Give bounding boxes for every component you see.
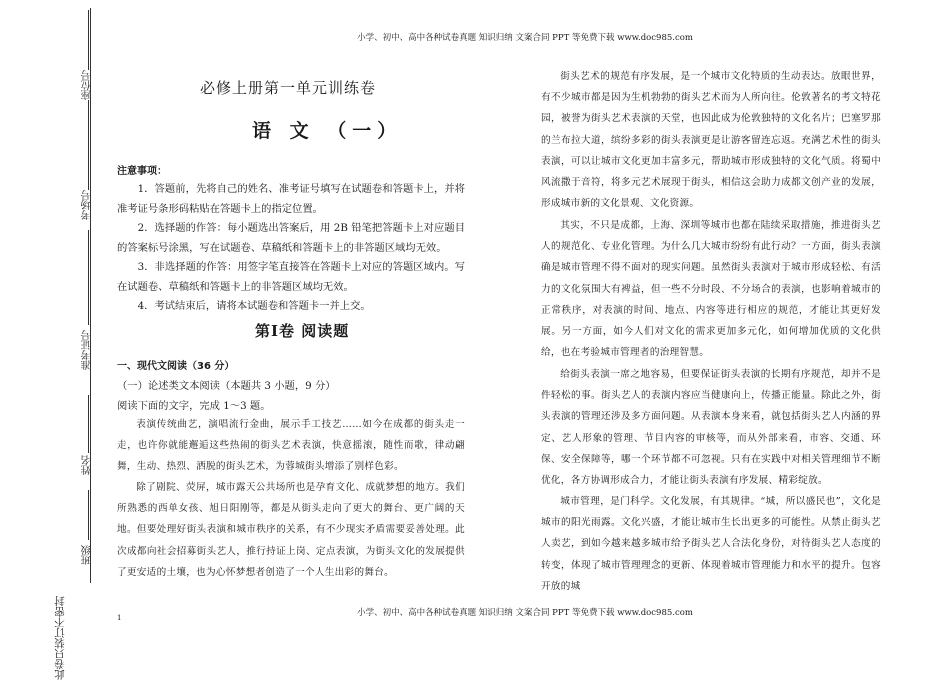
admission-number-blank[interactable]	[88, 230, 89, 325]
passage-paragraph: 除了剧院、荧屏，城市露天公共场所也是孕育文化、成就梦想的地方。我们所熟悉的西单女孩、旭日阳刚等，都是从街头走向了更大的舞台、更广阔的天地。但要处理好街头表演和城市秩序的关系，有不少现实矛盾需要妥善处理。此次成都向社会招募街头艺人，推行持证上岗、定点表演，为街头文化的发展提供了更安适的土壤，也为心怀梦想者创造了一个人生出彩的舞台。	[117, 482, 465, 578]
page-header-site-banner: 小学、初中、高中各种试卷真题 知识归纳 文案合同 PPT 等免费下载 www.doc985.com	[357, 33, 693, 43]
seat-number-blank[interactable]	[88, 10, 89, 70]
notice-heading: 注意事项：	[117, 166, 167, 177]
notice-item: 4．考试结束后，请将本试题卷和答题卡一并上交。	[137, 300, 371, 312]
exam-room-blank[interactable]	[88, 100, 89, 190]
section-title: 第Ⅰ卷 阅读题	[255, 322, 350, 340]
passage-paragraph: 街头艺术的规范有序发展，是一个城市文化特质的生动表达。放眼世界，有不少城市都是因为生机勃勃的街头艺术而为人所向往。伦敦著名的考文特花园，被誉为街头艺术表演的天堂，也因此成为伦敦独特的文化名片；巴塞罗那的兰布拉大道，缤纷多彩的街头表演更是让游客留连忘返。充满艺术性的街头表演，可以让城市文化更加丰富多元，帮助城市形成独特的文化气质。将蜀中风流撒于音符，将多元艺术展现于街头，相信这会助力成都文创产业的发展，形成城市新的文化景观、文化资源。	[541, 71, 881, 210]
name-blank[interactable]	[88, 395, 89, 453]
passage-paragraph: 其实，不只是成都，上海、深圳等城市也都在陆续采取措施，推进街头艺人的规范化、专业化管理。为什么几大城市纷纷有此行动？一方面，街头表演确是城市管理不得不面对的现实问题。虽然街头表演对于城市形成轻松、有活力的文化氛围大有裨益，但一些不分时段、不分场合的表演，也影响着城市的正常秩序，对表演的时间、地点、内容等进行相应的规范，才能让其更好发展。另一方面，如今人们对文化的需求更加多元化，如何增加优质的文化供给，也在考验城市管理者的治理智慧。	[541, 220, 881, 359]
margin-field-exam-room: 考场号	[82, 190, 93, 220]
page-footer-site-banner: 小学、初中、高中各种试卷真题 知识归纳 文案合同 PPT 等免费下载 www.doc985.com	[357, 608, 693, 618]
part-heading: 一、现代文阅读（36 分）	[117, 361, 235, 372]
exam-title: 语 文 （一）	[252, 120, 403, 142]
margin-field-name: 姓名	[82, 455, 93, 475]
seal-notice: 此卷只装订不密封	[54, 596, 66, 680]
margin-field-class: 班级	[82, 545, 93, 565]
page-tick: 1	[117, 614, 122, 622]
notice-item: 2．选择题的作答：每小题选出答案后，用 2B 铅笔把答题卡上对应题目的答案标号涂黑，写在试题卷、草稿纸和答题卡上的非答题区域均无效。	[117, 222, 465, 254]
passage-paragraph: 表演传统曲艺，演唱流行金曲，展示手工技艺……如今在成都的街头走一走，也许你就能邂逅这些热闹的街头艺术表演，快意摇滚，随性而歌，律动翩舞，生动、热烈、洒脱的街头艺术，为蓉城街头增添了别样色彩。	[117, 419, 465, 473]
sub-heading: （一）论述类文本阅读（本题共 3 小题，9 分）	[117, 380, 336, 392]
instruction: 阅读下面的文字，完成 1～3 题。	[117, 400, 271, 412]
notice-item: 1．答题前，先将自己的姓名、准考证号填写在试题卷和答题卡上，并将准考证号条形码粘贴在答题卡上的指定位置。	[117, 183, 465, 215]
exam-subtitle: 必修上册第一单元训练卷	[200, 79, 377, 97]
class-blank[interactable]	[88, 490, 89, 540]
passage-paragraph: 给街头表演一席之地容易，但要保证街头表演的长期有序规范，却并不是件轻松的事。街头艺人的表演内容应当健康向上，传播正能量。除此之外，街头表演的管理还涉及多方面问题。从表演本身来看，就包括街头艺人内涵的界定、艺人形象的管理、节目内容的审核等，而从外部来看，市容、交通、环保、安全保障等，哪一个环节都不可忽视。只有在实践中对相关管理细节不断优化，各方协调形成合力，才能让街头表演有序发展、精彩绽放。	[541, 369, 881, 487]
margin-field-admission-number: 准考证号	[82, 330, 93, 370]
margin-field-seat-number: 座位号	[82, 70, 93, 100]
notice-item: 3．非选择题的作答：用签字笔直接答在答题卡上对应的答题区域内。写在试题卷、草稿纸和答题卡上的非答题区域均无效。	[117, 261, 465, 293]
passage-paragraph: 城市管理，是门科学。文化发展，有其规律。“城，所以盛民也”，文化是城市的阳光雨露。文化兴盛，才能让城市生长出更多的可能性。从禁止街头艺人卖艺，到如今越来越多城市给予街头艺人合法化身份，对待街头艺人态度的转变，体现了城市管理理念的更新、体现着城市管理能力和水平的提升。包容开放的城	[541, 496, 881, 592]
